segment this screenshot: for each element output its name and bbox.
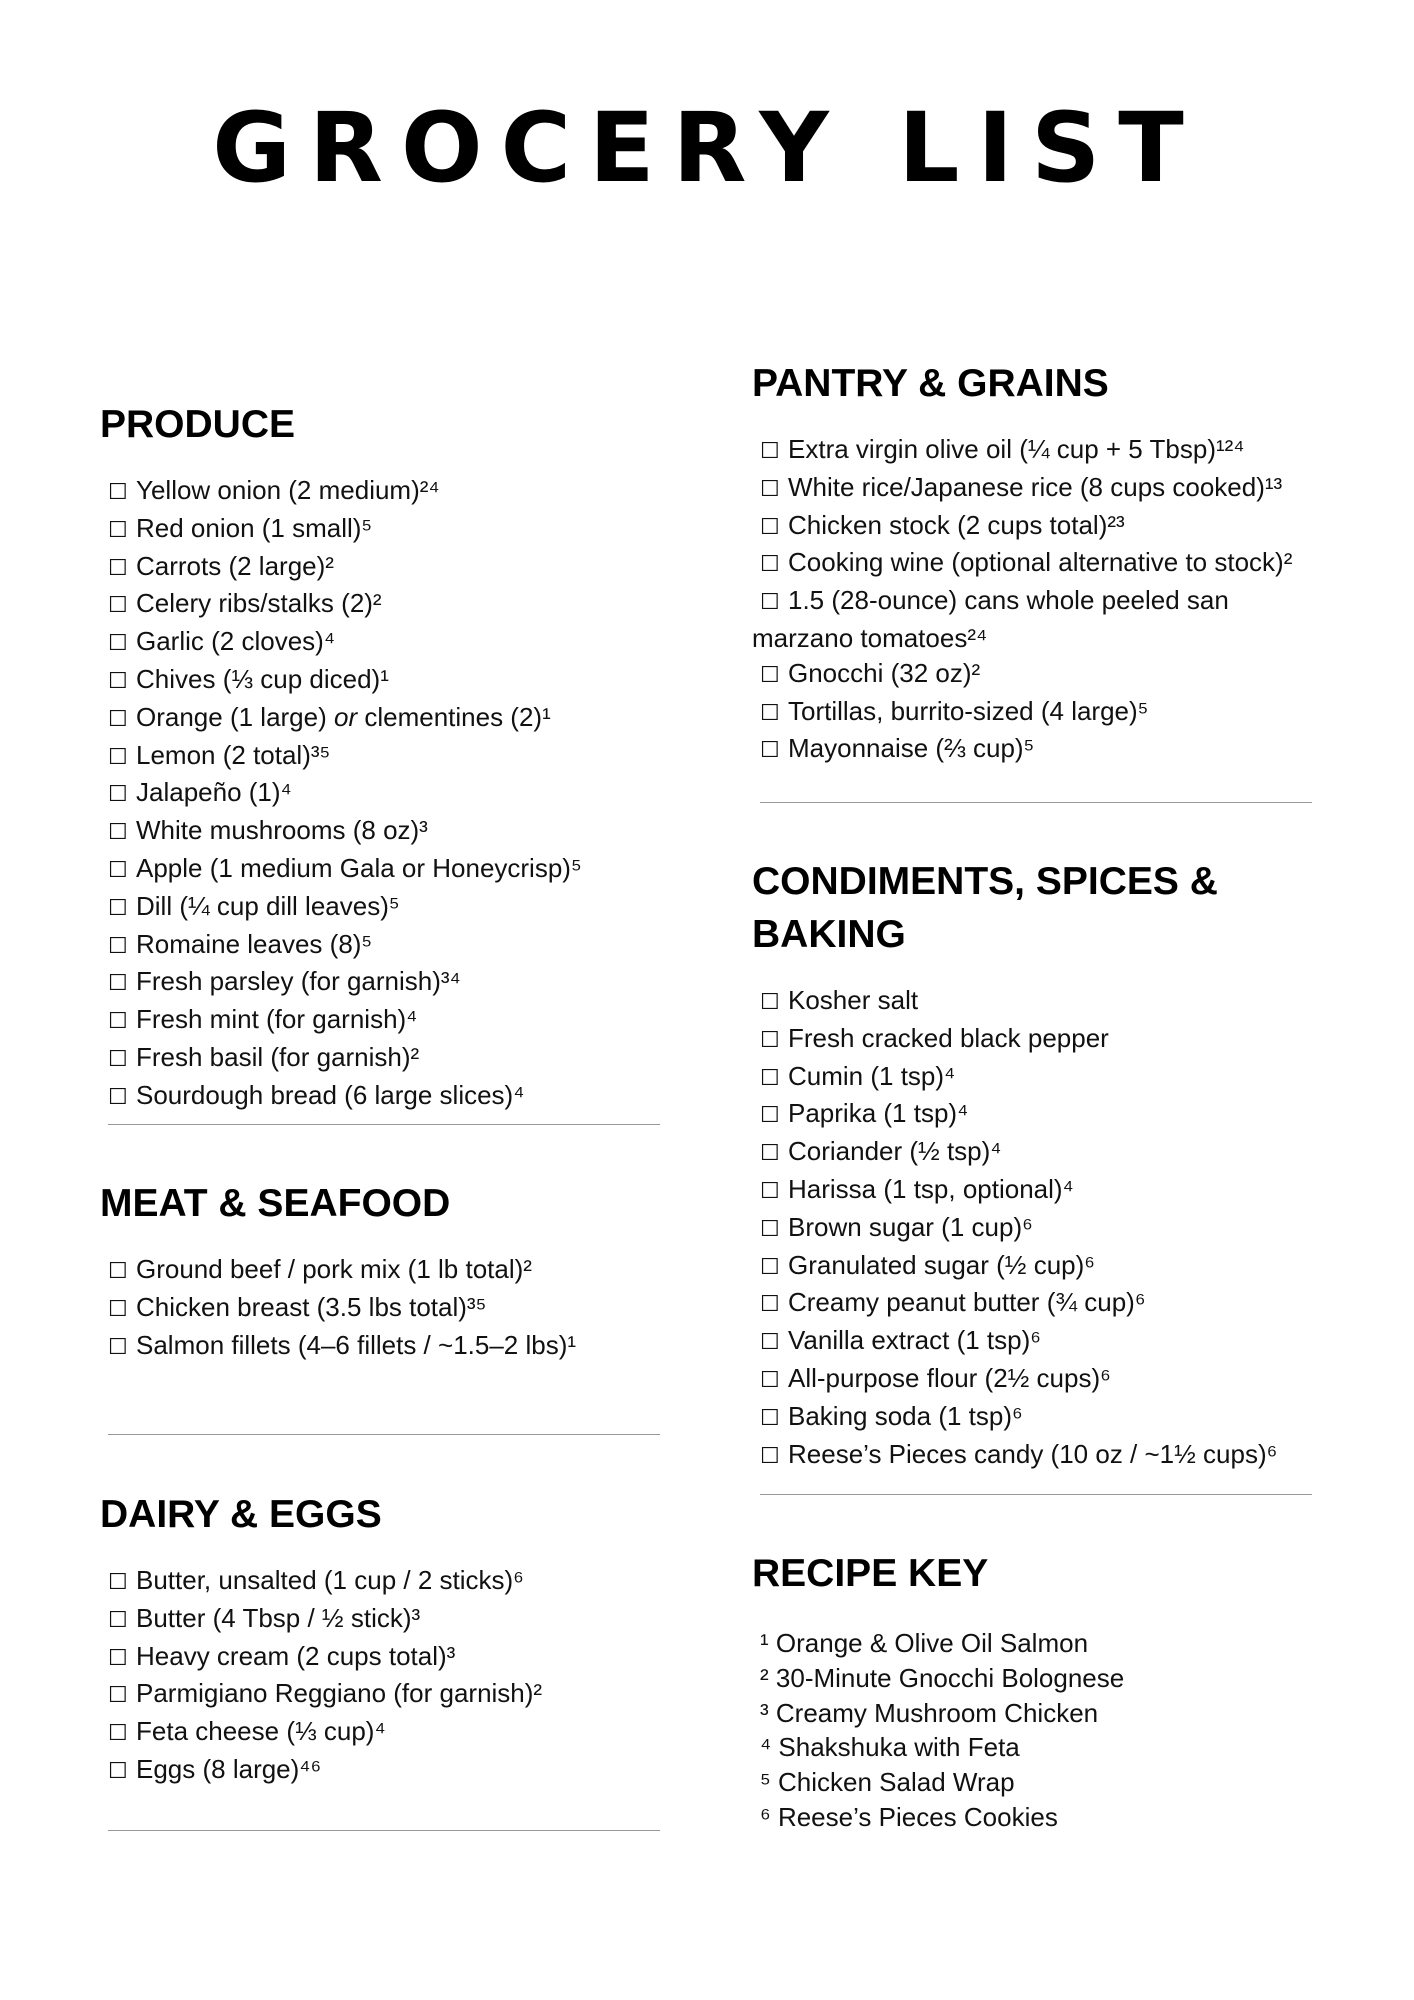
item-text: Vanilla extract (1 tsp)⁶ [788,1325,1041,1356]
list-item [100,964,670,1002]
item-text: Baking soda (1 tsp)⁶ [788,1400,1023,1431]
item-text: Fresh parsley (for garnish)³⁴ [136,966,461,997]
list-item [100,1563,670,1601]
checkbox-icon[interactable]: ☐ [760,1443,780,1469]
condiments-section [752,855,1322,1474]
item-text: All-purpose flour (2½ cups)⁶ [788,1362,1111,1393]
checkbox-icon[interactable]: ☐ [108,1084,128,1110]
list-item [752,1361,1322,1399]
list-item [100,1328,670,1366]
checkbox-icon[interactable]: ☐ [108,782,128,808]
recipe-number: ² [760,1662,769,1693]
recipe-key-item [752,1626,1322,1661]
item-text: Yellow onion (2 medium)²⁴ [136,475,440,505]
recipe-key-heading: RECIPE KEY [752,1552,989,1595]
item-text: White rice/Japanese rice (8 cups cooked)¹³ [788,471,1283,502]
list-item [100,1714,670,1752]
item-text: Creamy peanut butter (¾ cup)⁶ [788,1287,1146,1318]
list-item [100,1752,670,1790]
recipe-name: Creamy Mushroom Chicken [775,1697,1099,1728]
list-item [100,775,670,813]
item-text: Orange (1 large) or clementines (2)¹ [136,701,551,732]
list-item [100,1078,670,1116]
item-text: Butter, unsalted (1 cup / 2 sticks)⁶ [136,1565,524,1595]
checkbox-icon[interactable]: ☐ [760,700,780,726]
item-text: Paprika (1 tsp)⁴ [788,1098,969,1129]
item-text: Granulated sugar (½ cup)⁶ [788,1249,1095,1280]
produce-section [100,398,670,1116]
item-text: Coriander (½ tsp)⁴ [788,1136,1002,1167]
checkbox-icon[interactable]: ☐ [760,1141,780,1167]
pantry-list [752,432,1322,769]
checkbox-icon[interactable]: ☐ [108,933,128,959]
item-text: Fresh basil (for garnish)² [136,1041,420,1072]
checkbox-icon[interactable]: ☐ [760,439,780,464]
divider [108,1124,660,1125]
item-text: White mushrooms (8 oz)³ [136,815,428,846]
recipe-name: Shakshuka with Feta [778,1732,1020,1763]
list-item [100,549,670,587]
list-item [100,1676,670,1714]
item-text: Fresh cracked black pepper [788,1022,1109,1053]
item-text: Garlic (2 cloves)⁴ [136,626,335,657]
condiments-heading-line1: CONDIMENTS, SPICES & [752,860,1218,903]
list-item [100,1601,670,1639]
recipe-number: ⁵ [760,1767,771,1798]
checkbox-icon[interactable]: ☐ [108,857,128,883]
recipe-name: 30-Minute Gnocchi Bolognese [775,1662,1125,1693]
item-text: Butter (4 Tbsp / ½ stick)³ [136,1602,421,1633]
checkbox-icon[interactable]: ☐ [760,662,780,688]
checkbox-icon[interactable]: ☐ [760,1292,780,1318]
checkbox-icon[interactable]: ☐ [108,1721,128,1747]
item-text: Heavy cream (2 cups total)³ [136,1640,456,1671]
checkbox-icon[interactable]: ☐ [108,1607,128,1633]
checkbox-icon[interactable]: ☐ [760,514,780,540]
list-item [100,927,670,965]
item-text: Ground beef / pork mix (1 lb total)² [136,1254,532,1284]
checkbox-icon[interactable]: ☐ [760,1216,780,1242]
item-text: Extra virgin olive oil (¼ cup + 5 Tbsp)¹²⁴ [788,434,1245,464]
checkbox-icon[interactable]: ☐ [108,480,128,505]
meat-heading: MEAT & SEAFOOD [100,1182,451,1225]
condiments-heading-line2: BAKING [752,913,906,956]
recipe-key-item [752,1696,1322,1731]
item-text: Mayonnaise (⅔ cup)⁵ [788,733,1035,764]
item-text: Fresh mint (for garnish)⁴ [136,1004,418,1035]
list-item [752,508,1322,546]
checkbox-icon[interactable]: ☐ [108,1046,128,1072]
checkbox-icon[interactable]: ☐ [108,517,128,543]
recipe-number: ¹ [760,1628,769,1658]
checkbox-icon[interactable]: ☐ [108,820,128,846]
list-item [752,470,1322,508]
list-item [752,656,1322,694]
dairy-heading: DAIRY & EGGS [100,1493,382,1536]
item-text: Dill (¼ cup dill leaves)⁵ [136,890,400,921]
checkbox-icon[interactable]: ☐ [108,1683,128,1709]
divider [108,1830,660,1831]
checkbox-icon[interactable]: ☐ [760,1027,780,1053]
checkbox-icon[interactable]: ☐ [760,990,780,1015]
list-item [100,511,670,549]
emphasis: or [333,701,358,732]
item-text: Reese’s Pieces candy (10 oz / ~1½ cups)⁶ [788,1438,1278,1469]
list-item [752,1172,1322,1210]
meat-section [100,1177,670,1365]
checkbox-icon[interactable]: ☐ [108,1570,128,1595]
pantry-heading: PANTRY & GRAINS [752,362,1109,405]
list-item [100,473,670,511]
list-item [752,1096,1322,1134]
checkbox-icon[interactable]: ☐ [108,1334,128,1360]
item-text: Jalapeño (1)⁴ [136,777,292,808]
list-item [752,1021,1322,1059]
item-text: Salmon fillets (4–6 fillets / ~1.5–2 lbs)¹ [136,1329,577,1360]
item-text: Chicken breast (3.5 lbs total)³⁵ [136,1291,487,1322]
list-item [100,851,670,889]
checkbox-icon[interactable]: ☐ [760,1405,780,1431]
item-text: Apple (1 medium Gala or Honeycrisp)⁵ [136,852,582,883]
list-item [100,1040,670,1078]
produce-heading: PRODUCE [100,403,296,446]
item-text: Celery ribs/stalks (2)² [136,588,382,619]
dairy-section [100,1488,670,1790]
list-item [100,813,670,851]
item-text: Sourdough bread (6 large slices)⁴ [136,1079,525,1110]
checkbox-icon[interactable]: ☐ [108,971,128,997]
recipe-key-item [752,1661,1322,1696]
list-item [100,700,670,738]
checkbox-icon[interactable]: ☐ [108,555,128,581]
checkbox-icon[interactable]: ☐ [760,1330,780,1356]
recipe-key-list [752,1626,1322,1835]
item-text: Tortillas, burrito-sized (4 large)⁵ [788,695,1149,726]
list-item [752,432,1322,470]
list-item [752,583,1322,656]
recipe-key-item [752,1730,1322,1765]
recipe-name: Chicken Salad Wrap [778,1767,1015,1798]
item-text: Kosher salt [788,985,919,1015]
page-title: GROCERY LIST [212,92,1202,204]
list-item [752,694,1322,732]
item-text: Brown sugar (1 cup)⁶ [788,1211,1033,1242]
list-item [752,1134,1322,1172]
divider [760,1494,1312,1495]
checkbox-icon[interactable]: ☐ [760,1367,780,1393]
item-text: 1.5 (28-ounce) cans whole peeled san marzano tomatoes²⁴ [752,585,1229,653]
recipe-key-item [752,1765,1322,1800]
list-item [100,1290,670,1328]
pantry-section [752,357,1322,769]
item-text: Lemon (2 total)³⁵ [136,739,331,770]
checkbox-icon[interactable]: ☐ [760,1065,780,1091]
item-text: Chicken stock (2 cups total)²³ [788,509,1125,540]
checkbox-icon[interactable]: ☐ [108,668,128,694]
list-item [100,1639,670,1677]
dairy-list [100,1563,670,1790]
checkbox-icon[interactable]: ☐ [108,1296,128,1322]
recipe-number: ³ [760,1697,769,1728]
checkbox-icon[interactable]: ☐ [760,1103,780,1129]
divider [760,802,1312,803]
item-text: Feta cheese (⅓ cup)⁴ [136,1716,386,1747]
list-item [100,889,670,927]
checkbox-icon[interactable]: ☐ [760,476,780,502]
list-item [100,1252,670,1290]
checkbox-icon[interactable]: ☐ [108,895,128,921]
list-item [752,1059,1322,1097]
checkbox-icon[interactable]: ☐ [760,738,780,764]
recipe-key-section [752,1547,1322,1835]
checkbox-icon[interactable]: ☐ [108,1645,128,1671]
recipe-name: Orange & Olive Oil Salmon [775,1628,1089,1658]
list-item [752,731,1322,769]
list-item [100,662,670,700]
list-item [100,738,670,776]
item-text: Harissa (1 tsp, optional)⁴ [788,1173,1074,1204]
checkbox-icon[interactable]: ☐ [108,1758,128,1784]
produce-list [100,473,670,1116]
item-text: Romaine leaves (8)⁵ [136,928,373,959]
list-item [752,983,1322,1021]
checkbox-icon[interactable]: ☐ [760,552,780,578]
item-text: Cooking wine (optional alternative to stock)² [788,547,1293,578]
list-item [752,1210,1322,1248]
checkbox-icon[interactable]: ☐ [760,1178,780,1204]
list-item [100,1002,670,1040]
item-text: Gnocchi (32 oz)² [788,657,981,688]
recipe-number: ⁴ [760,1732,772,1763]
recipe-key-item [752,1800,1322,1835]
checkbox-icon[interactable]: ☐ [108,593,128,619]
divider [108,1434,660,1435]
list-item [752,545,1322,583]
item-text: Eggs (8 large)⁴⁶ [136,1753,322,1784]
meat-list [100,1252,670,1365]
item-text: Chives (⅓ cup diced)¹ [136,663,389,694]
checkbox-icon[interactable]: ☐ [760,590,780,616]
condiments-heading [752,855,1322,961]
recipe-number: ⁶ [760,1801,771,1832]
item-text: Red onion (1 small)⁵ [136,512,373,543]
item-text: Cumin (1 tsp)⁴ [788,1060,956,1091]
item-text: Parmigiano Reggiano (for garnish)² [136,1678,543,1709]
checkbox-icon[interactable]: ☐ [760,1254,780,1280]
list-item [100,586,670,624]
list-item [752,1285,1322,1323]
item-text: Carrots (2 large)² [136,550,334,581]
list-item [752,1323,1322,1361]
list-item [752,1248,1322,1286]
condiments-list [752,983,1322,1474]
list-item [100,624,670,662]
recipe-name: Reese’s Pieces Cookies [777,1801,1058,1832]
checkbox-icon[interactable]: ☐ [108,1259,128,1284]
checkbox-icon[interactable]: ☐ [108,744,128,770]
list-item [752,1399,1322,1437]
checkbox-icon[interactable]: ☐ [108,1009,128,1035]
list-item [752,1437,1322,1475]
checkbox-icon[interactable]: ☐ [108,631,128,657]
checkbox-icon[interactable]: ☐ [108,706,128,732]
